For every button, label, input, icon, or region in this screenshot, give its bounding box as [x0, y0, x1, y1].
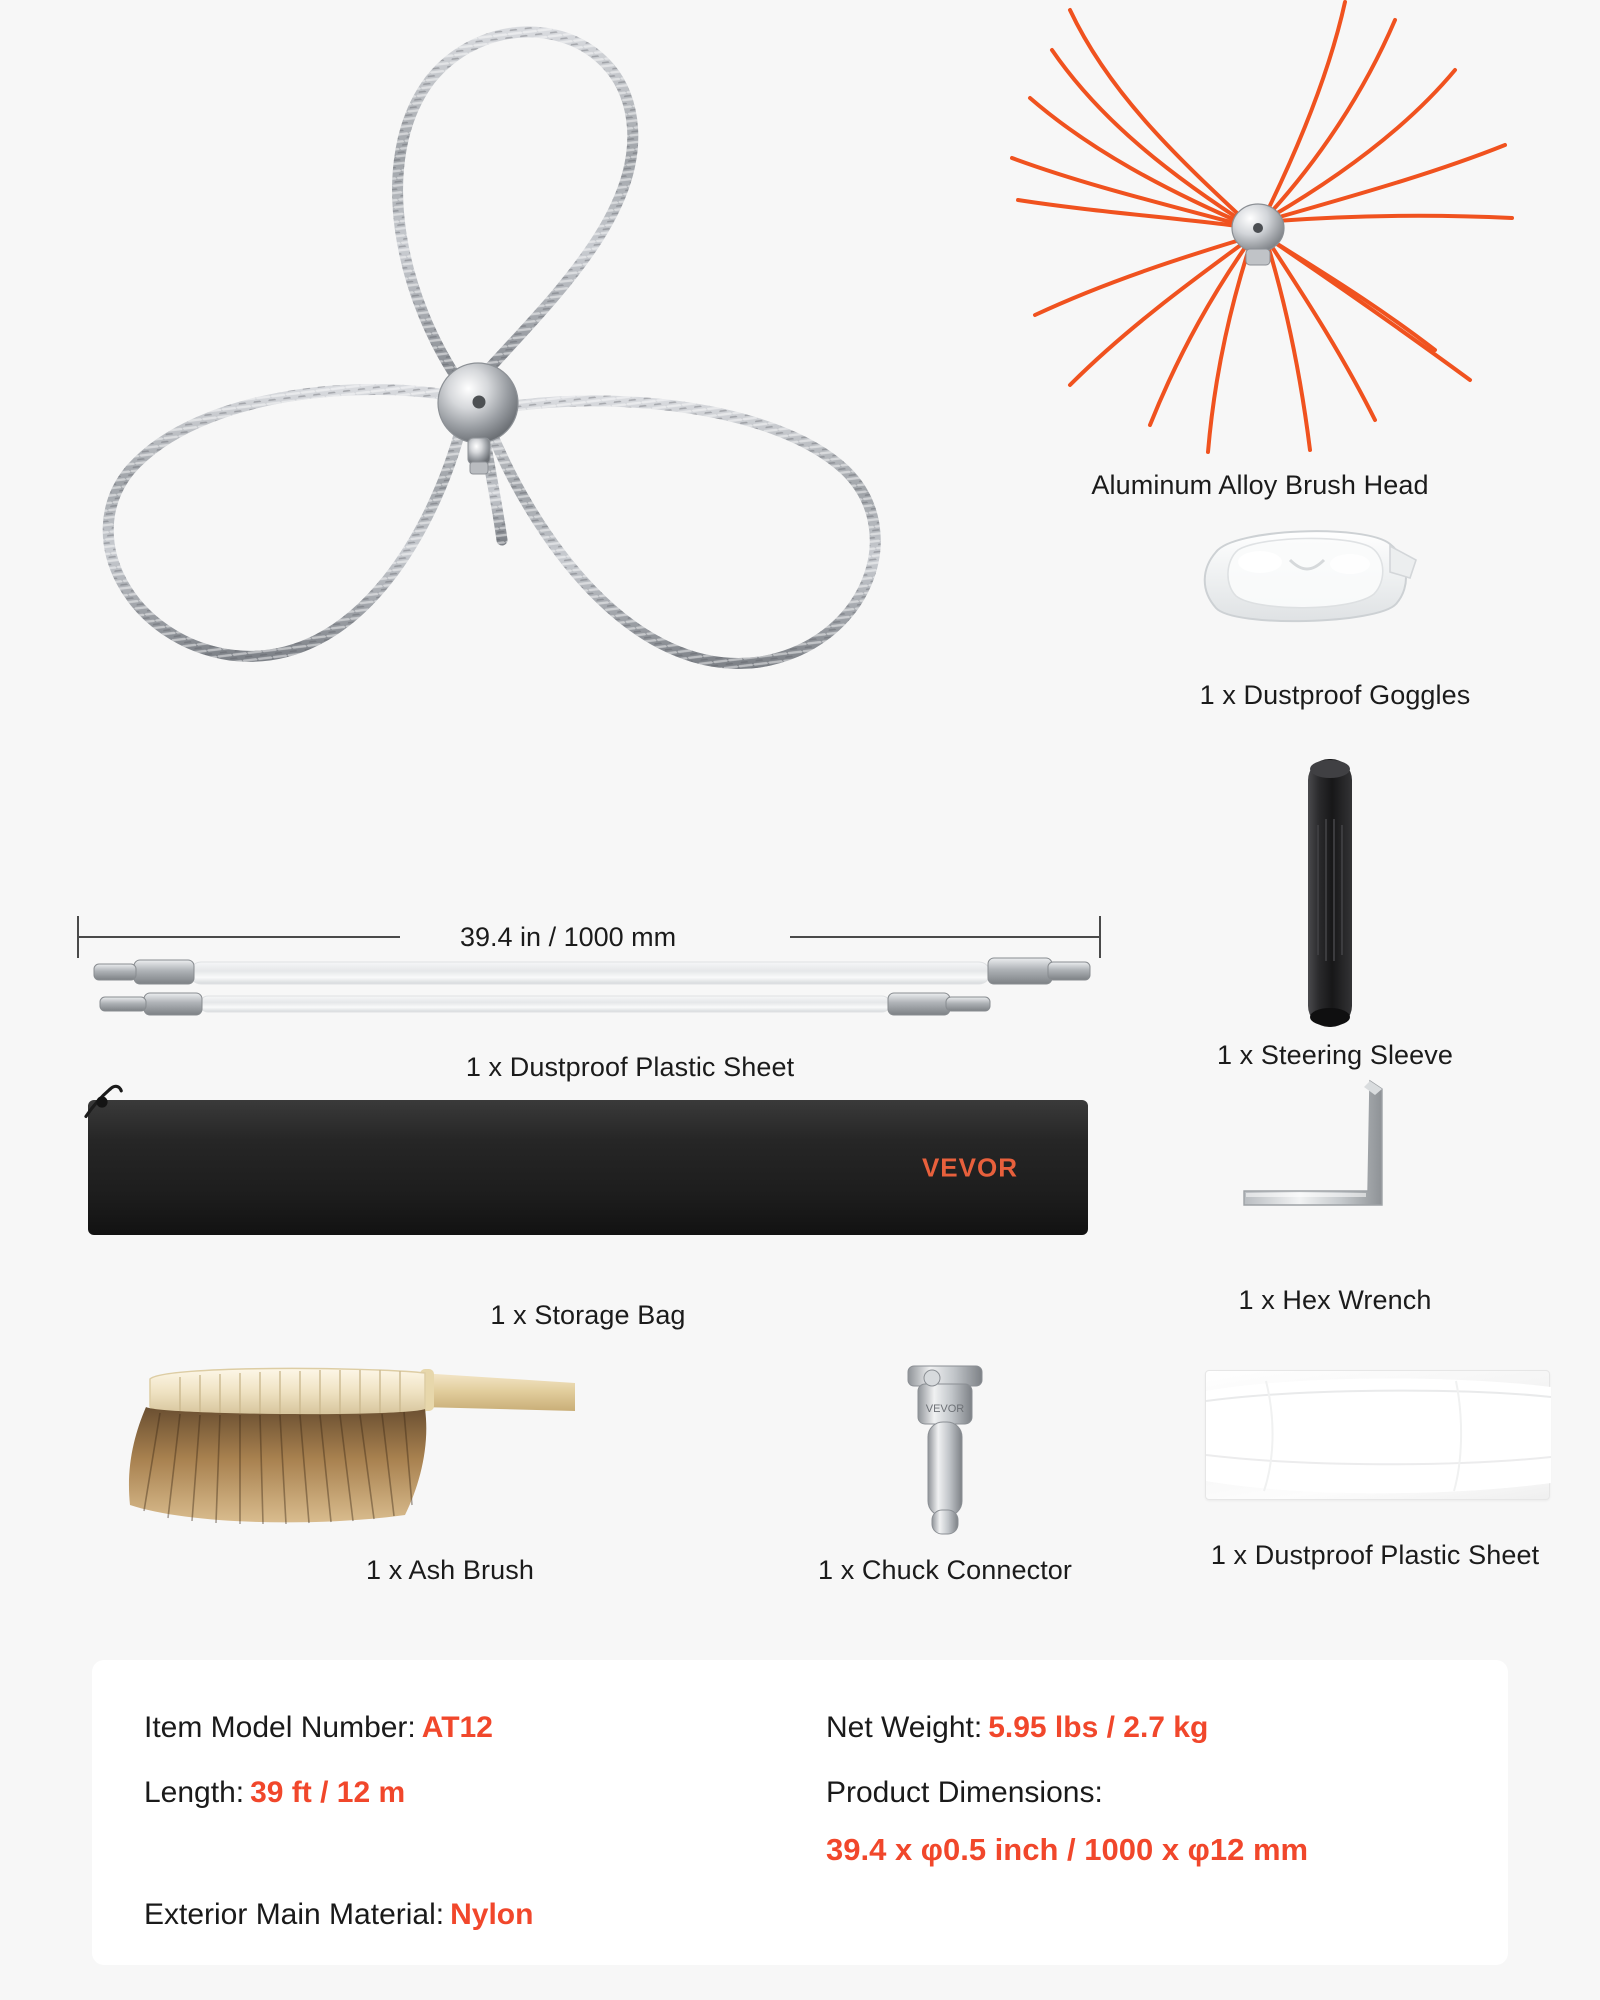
caption-brush-head: Aluminum Alloy Brush Head: [1091, 470, 1429, 500]
spec-model-label: Item Model Number:: [144, 1711, 416, 1744]
hex-wrench-illustration: [1230, 1075, 1430, 1255]
spec-dimensions: [826, 1773, 1508, 1871]
spec-material-label: Exterior Main Material:: [144, 1897, 445, 1931]
drawstring-icon: [78, 1078, 126, 1126]
specifications-panel: [92, 1660, 1508, 1965]
spec-dimensions-label: Product Dimensions:: [826, 1775, 1103, 1809]
rod-length-measurement: 39.4 in / 1000 mm: [460, 922, 677, 952]
goggles-illustration: [1190, 520, 1420, 640]
spec-length-label: Length:: [144, 1775, 245, 1809]
caption-ash-brush: 1 x Ash Brush: [366, 1555, 534, 1585]
steering-sleeve-illustration: [1300, 755, 1360, 1035]
spec-model: [144, 1708, 826, 1749]
caption-steering-sleeve: 1 x Steering Sleeve: [1216, 1040, 1454, 1070]
caption-chuck-connector: 1 x Chuck Connector: [817, 1555, 1073, 1585]
caption-storage-bag: 1 x Storage Bag: [490, 1300, 686, 1330]
caption-plastic-sheet: 1 x Dustproof Plastic Sheet: [1210, 1540, 1540, 1570]
svg-text:VEVOR: VEVOR: [925, 1403, 965, 1415]
spec-length: [144, 1773, 826, 1871]
brush-head-illustration: [1000, 0, 1520, 460]
spec-length-value: 39 ft / 12 m: [250, 1775, 406, 1809]
cable-whip-illustration: [70, 0, 970, 880]
spec-weight: [826, 1708, 1508, 1749]
caption-goggles: 1 x Dustproof Goggles: [1199, 680, 1471, 710]
brand-logo: VEVOR: [921, 1152, 1018, 1182]
spec-material: [144, 1895, 826, 1936]
caption-plastic-sheet-rods: 1 x Dustproof Plastic Sheet: [465, 1052, 795, 1082]
spec-material-value: Nylon: [450, 1897, 534, 1931]
spec-dimensions-value: 39.4 x φ0.5 inch / 1000 x φ12 mm: [826, 1832, 1309, 1867]
caption-hex-wrench: 1 x Hex Wrench: [1238, 1285, 1432, 1315]
spec-model-value: AT12: [421, 1711, 493, 1744]
storage-bag-illustration: [88, 1100, 1088, 1235]
spec-weight-value: 5.95 lbs / 2.7 kg: [988, 1711, 1209, 1744]
spec-weight-label: Net Weight:: [826, 1711, 983, 1744]
chuck-connector-illustration: [880, 1360, 1010, 1550]
plastic-sheet-illustration: [1205, 1370, 1550, 1500]
ash-brush-illustration: [120, 1355, 740, 1545]
